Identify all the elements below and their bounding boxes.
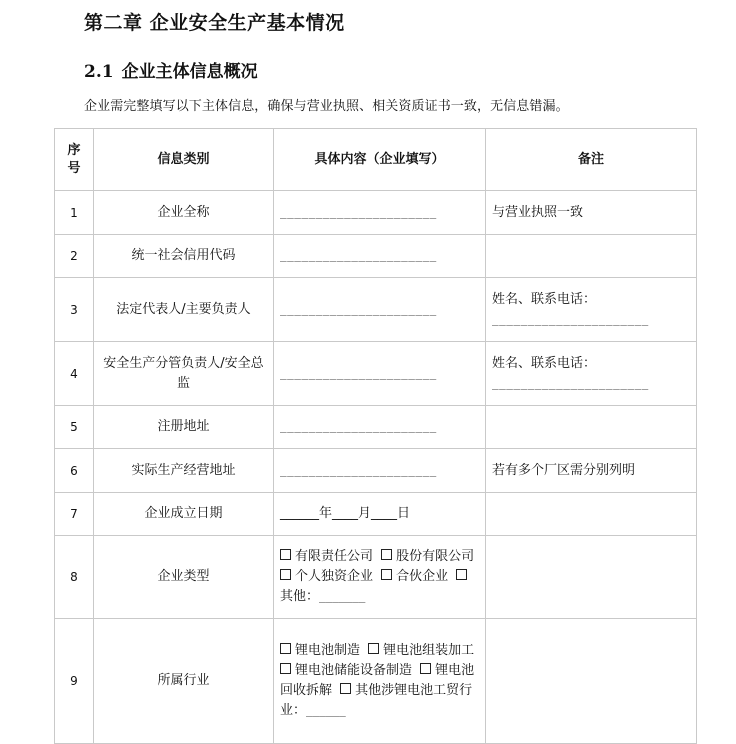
table-row — [55, 191, 697, 235]
blank-line: ______________________ — [280, 420, 437, 433]
checkbox-icon[interactable] — [420, 663, 431, 674]
option-label: 合伙企业 — [396, 569, 449, 584]
checkbox-icon[interactable] — [381, 569, 392, 580]
content-field-registered-address[interactable] — [274, 406, 486, 449]
row-category: 企业类型 — [94, 536, 274, 619]
row-note: 与营业执照一致 — [486, 191, 697, 235]
table-row — [55, 493, 697, 536]
row-seq: 8 — [55, 536, 94, 619]
option-label: 锂电池组装加工 — [383, 643, 475, 658]
header-seq — [55, 129, 94, 191]
content-field-establish-date[interactable] — [274, 493, 486, 536]
industry-options — [274, 619, 486, 744]
content-field-legal-rep[interactable] — [274, 278, 486, 342]
row-seq: 2 — [55, 235, 94, 278]
section-number: 2.1 — [84, 62, 114, 82]
content-field-full-name[interactable] — [274, 191, 486, 235]
option-label: 锂电池储能设备制造 — [295, 663, 413, 678]
row-note — [486, 235, 697, 278]
row-note — [486, 619, 697, 744]
row-category: 所属行业 — [94, 619, 274, 744]
note-text: 姓名、联系电话： — [492, 355, 597, 371]
blank-line: ______________________ — [280, 366, 437, 380]
checkbox-icon[interactable] — [280, 643, 291, 654]
row-note — [486, 406, 697, 449]
row-category: 注册地址 — [94, 406, 274, 449]
enterprise-type-options — [274, 536, 486, 619]
row-category: 企业全称 — [94, 191, 274, 235]
checkbox-icon[interactable] — [340, 683, 351, 694]
content-field-business-address[interactable] — [274, 449, 486, 493]
checkbox-icon[interactable] — [280, 569, 291, 580]
option-label: 锂电池回收拆解 — [280, 663, 475, 698]
header-category: 信息类别 — [94, 129, 274, 191]
row-seq: 1 — [55, 191, 94, 235]
option-storage-equipment[interactable] — [280, 663, 412, 678]
checkbox-icon[interactable] — [368, 643, 379, 654]
row-seq: 5 — [55, 406, 94, 449]
content-field-credit-code[interactable] — [274, 235, 486, 278]
row-note — [486, 493, 697, 536]
header-seq-label: 序号 — [67, 142, 81, 176]
option-partnership[interactable] — [381, 569, 448, 584]
note-text: 姓名、联系电话： — [492, 291, 597, 307]
row-category: 实际生产经营地址 — [94, 449, 274, 493]
table-row — [55, 449, 697, 493]
option-label: 有限责任公司 — [295, 549, 374, 564]
table-row — [55, 342, 697, 406]
table-row — [55, 235, 697, 278]
other-industry-blank[interactable]: ______ — [306, 704, 346, 717]
header-content: 具体内容（企业填写） — [274, 129, 486, 191]
blank-line: ______________________ — [280, 302, 437, 316]
option-label: 股份有限公司 — [396, 549, 475, 564]
option-label: 锂电池制造 — [295, 643, 361, 658]
header-note: 备注 — [486, 129, 697, 191]
checkbox-icon[interactable] — [381, 549, 392, 560]
row-seq: 3 — [55, 278, 94, 342]
note-blank-line: ______________________ — [492, 312, 649, 326]
blank-line: ______________________ — [280, 249, 437, 262]
option-limited-company[interactable] — [280, 549, 373, 564]
date-template: ______年____月____日 — [280, 506, 411, 521]
row-category: 法定代表人/主要负责人 — [94, 278, 274, 342]
row-category: 企业成立日期 — [94, 493, 274, 536]
blank-line: ______________________ — [280, 205, 437, 219]
row-seq: 6 — [55, 449, 94, 493]
content-field-safety-director[interactable] — [274, 342, 486, 406]
row-seq: 4 — [55, 342, 94, 406]
table-row — [55, 536, 697, 619]
row-note[interactable] — [486, 342, 697, 406]
section-title-text: 企业主体信息概况 — [121, 62, 258, 82]
row-note — [486, 536, 697, 619]
option-joint-stock[interactable] — [381, 549, 474, 564]
table-row — [55, 619, 697, 744]
row-category: 统一社会信用代码 — [94, 235, 274, 278]
table-row — [55, 278, 697, 342]
option-label: 个人独资企业 — [295, 569, 374, 584]
checkbox-icon[interactable] — [280, 663, 291, 674]
option-sole-proprietorship[interactable] — [280, 569, 373, 584]
section-title — [84, 57, 258, 82]
row-seq: 9 — [55, 619, 94, 744]
option-battery-assembly[interactable] — [368, 643, 474, 658]
blank-line: ______________________ — [280, 463, 437, 477]
checkbox-icon[interactable] — [280, 549, 291, 560]
other-blank[interactable]: _______ — [319, 590, 366, 603]
row-note[interactable] — [486, 278, 697, 342]
option-battery-manufacturing[interactable] — [280, 643, 360, 658]
row-seq: 7 — [55, 493, 94, 536]
row-category: 安全生产分管负责人/安全总监 — [94, 342, 274, 406]
note-blank-line: ______________________ — [492, 376, 649, 390]
option-label: 其他涉锂电池工贸行业： — [280, 683, 473, 718]
table-header-row — [55, 129, 697, 191]
option-label: 其他： — [280, 589, 320, 604]
intro-text: 企业需完整填写以下主体信息，确保与营业执照、相关资质证书一致，无信息错漏。 — [84, 99, 569, 114]
enterprise-info-table — [54, 128, 697, 744]
chapter-title: 第二章 企业安全生产基本情况 — [84, 12, 345, 34]
checkbox-icon[interactable] — [456, 569, 467, 580]
table-row — [55, 406, 697, 449]
row-note: 若有多个厂区需分别列明 — [486, 449, 697, 493]
